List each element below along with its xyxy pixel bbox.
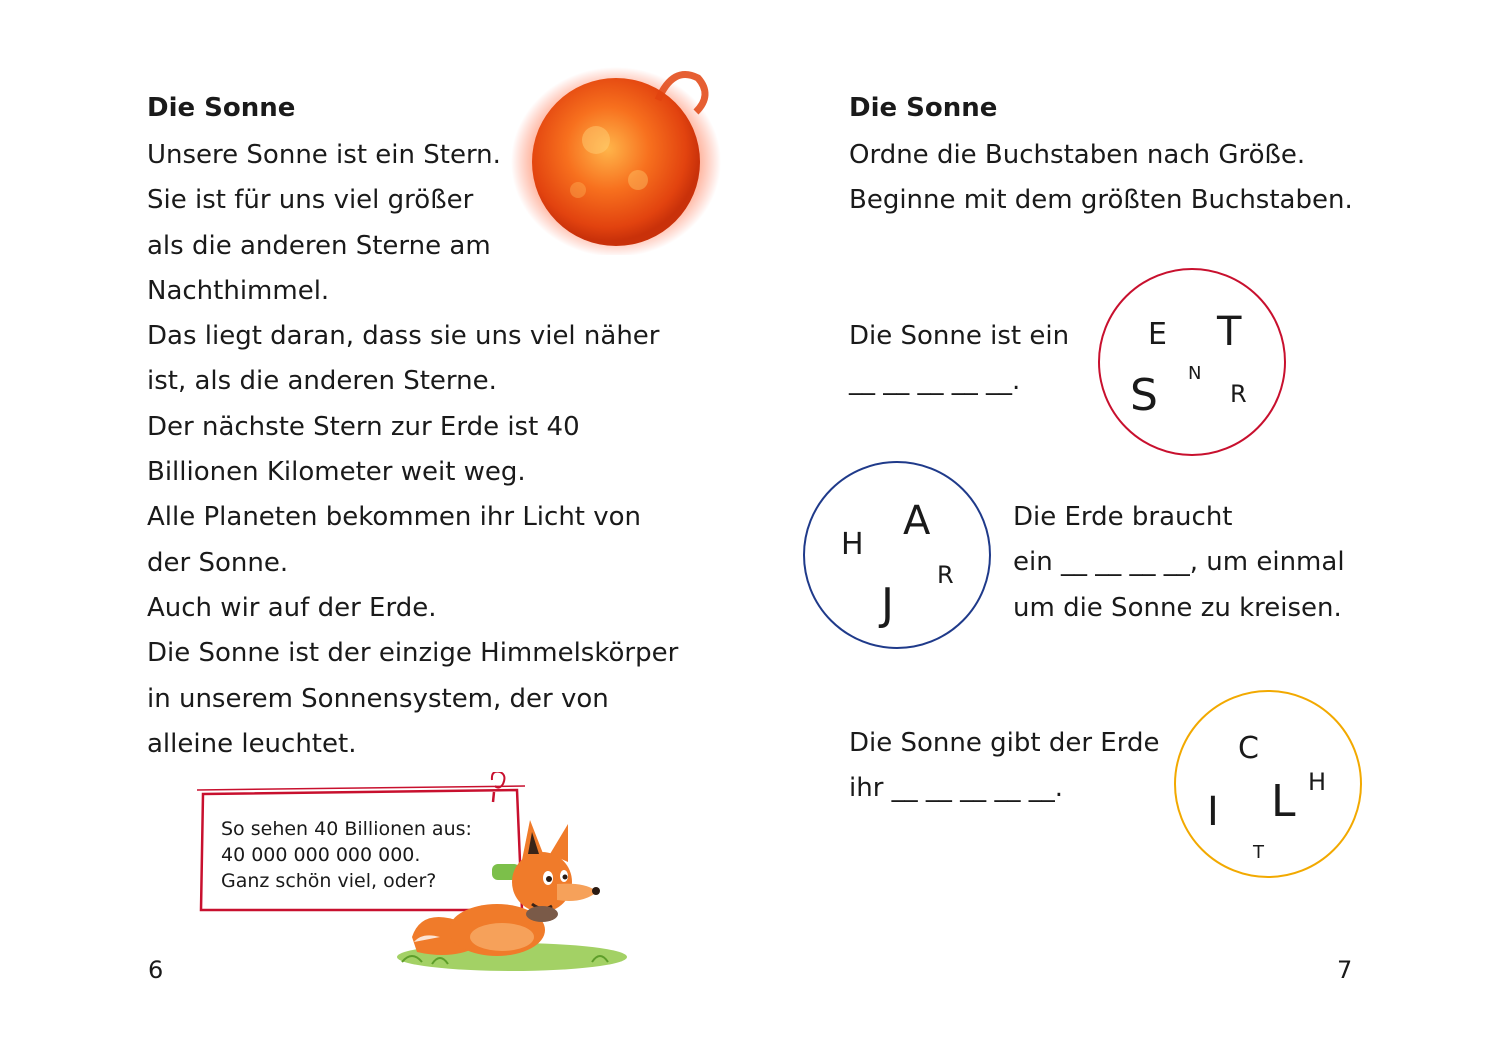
exercise-line: Die Sonne ist ein: [849, 321, 1070, 351]
body-line: alleine leuchtet.: [147, 728, 357, 759]
body-line: Billionen Kilometer weit weg.: [147, 457, 526, 488]
body-line: Auch wir auf der Erde.: [147, 592, 437, 623]
callout-line: So sehen 40 Billionen aus:: [221, 818, 472, 840]
exercise-blanks: __ __ __ __ __.: [849, 366, 1021, 397]
exercise-1-text: [849, 314, 1069, 405]
circle-letter: T: [1253, 842, 1264, 863]
instruction-line: Ordne die Buchstaben nach Größe.: [849, 140, 1306, 170]
exercise-line: Die Sonne gibt der Erde: [849, 728, 1160, 758]
body-line: Alle Planeten bekommen ihr Licht von: [147, 502, 642, 533]
circle-letter: I: [1207, 789, 1219, 835]
body-line: Sie ist für uns viel größer: [147, 185, 474, 216]
right-page-title: Die Sonne: [849, 93, 998, 123]
circle-letter: N: [1188, 363, 1202, 384]
circle-letter: S: [1130, 370, 1158, 421]
right-page: [750, 0, 1500, 1061]
instruction-line: Beginne mit dem größten Buchstaben.: [849, 185, 1353, 216]
body-line: ist, als die anderen Sterne.: [147, 366, 497, 397]
body-line: Nachthimmel.: [147, 275, 330, 306]
circle-letter: R: [937, 561, 954, 589]
exercise-3-text: [849, 721, 1159, 812]
body-line: in unserem Sonnensystem, der von: [147, 683, 609, 714]
page-number-left: 6: [148, 956, 164, 984]
body-line: Unsere Sonne ist ein Stern.: [147, 140, 501, 170]
left-page-title: Die Sonne: [147, 93, 296, 123]
circle-letter: A: [903, 498, 931, 544]
instruction-text: [849, 133, 1353, 224]
body-line: Das liegt daran, dass sie uns viel näher: [147, 321, 660, 352]
page-number-right: 7: [1337, 956, 1353, 984]
letter-circle-2: [803, 461, 991, 649]
circle-letter: E: [1148, 317, 1167, 352]
exercise-blanks: ihr __ __ __ __ __.: [849, 773, 1063, 804]
exercise-line: Die Erde braucht: [1013, 502, 1233, 532]
exercise-2-text: [1013, 495, 1345, 631]
circle-letter: L: [1271, 776, 1296, 827]
body-line: Die Sonne ist der einzige Himmelskörper: [147, 638, 679, 669]
letter-circle-3: [1174, 690, 1362, 878]
circle-letter: J: [881, 579, 894, 630]
sun-icon: [508, 60, 728, 255]
circle-letter: R: [1230, 380, 1247, 408]
exercise-line: um die Sonne zu kreisen.: [1013, 592, 1342, 623]
fox-icon: [392, 812, 632, 972]
body-line: Der nächste Stern zur Erde ist 40: [147, 411, 580, 442]
exercise-blanks: ein __ __ __ __, um einmal: [1013, 547, 1345, 578]
circle-letter: H: [1308, 768, 1327, 796]
circle-letter: T: [1217, 309, 1242, 355]
callout-line: 40 000 000 000 000.: [221, 844, 421, 866]
body-line: der Sonne.: [147, 547, 289, 578]
letter-circle-1: [1098, 268, 1286, 456]
callout-line: Ganz schön viel, oder?: [221, 870, 437, 892]
body-line: als die anderen Sterne am: [147, 230, 491, 261]
circle-letter: H: [841, 527, 864, 562]
circle-letter: C: [1238, 731, 1259, 766]
